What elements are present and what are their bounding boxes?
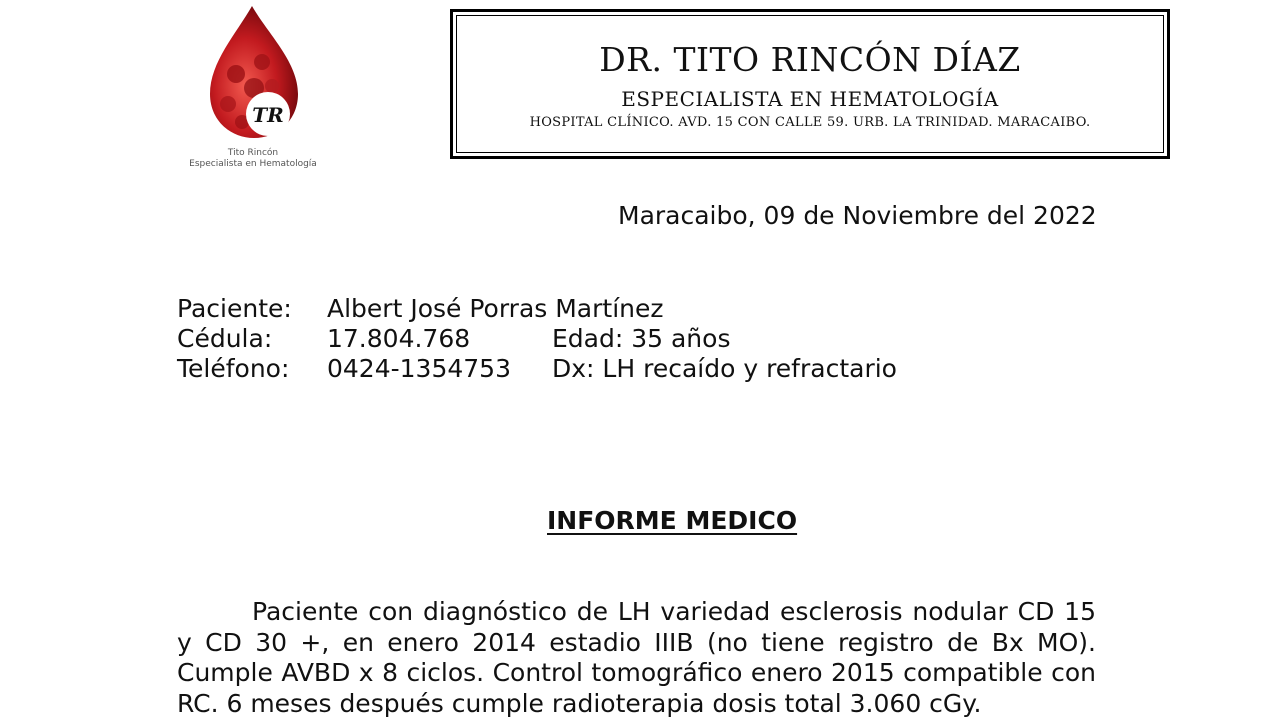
logo-caption-specialty: Especialista en Hematología	[189, 159, 317, 169]
report-date: Maracaibo, 09 de Noviembre del 2022	[618, 201, 1097, 230]
letterhead-box	[450, 9, 1170, 159]
patient-id: 17.804.768	[327, 324, 471, 353]
logo-initials: TR	[252, 103, 284, 127]
patient-name: Albert José Porras Martínez	[327, 294, 664, 323]
patient-id-label: Cédula:	[177, 324, 273, 353]
patient-phone: 0424-1354753	[327, 354, 511, 383]
patient-diagnosis: Dx: LH recaído y refractario	[552, 354, 897, 383]
patient-phone-label: Teléfono:	[177, 354, 290, 383]
patient-age: Edad: 35 años	[552, 324, 731, 353]
patient-name-label: Paciente:	[177, 294, 292, 323]
logo-caption	[180, 148, 326, 170]
logo-caption-name: Tito Rincón	[227, 148, 279, 158]
hematology-logo	[180, 4, 330, 172]
doctor-name: DR. TITO RINCÓN DÍAZ	[599, 40, 1021, 79]
report-body: Paciente con diagnóstico de LH variedad esclerosis nodular CD 15 y CD 30 +, en enero 2014 estadio IIIB (no tiene registro de Bx MO). Cumple AVBD x 8 ciclos. Control tomográfico enero 2015 compatible con RC. 6 meses después cumple radioterapia dosis total 3.060 cGy.	[177, 597, 1096, 718]
hospital-address: HOSPITAL CLÍNICO. AVD. 15 CON CALLE 59. URB. LA TRINIDAD. MARACAIBO.	[529, 115, 1091, 130]
blood-drop-icon	[206, 4, 302, 144]
report-title: INFORME MEDICO	[547, 506, 798, 535]
doctor-specialty: ESPECIALISTA EN HEMATOLOGÍA	[621, 87, 999, 111]
